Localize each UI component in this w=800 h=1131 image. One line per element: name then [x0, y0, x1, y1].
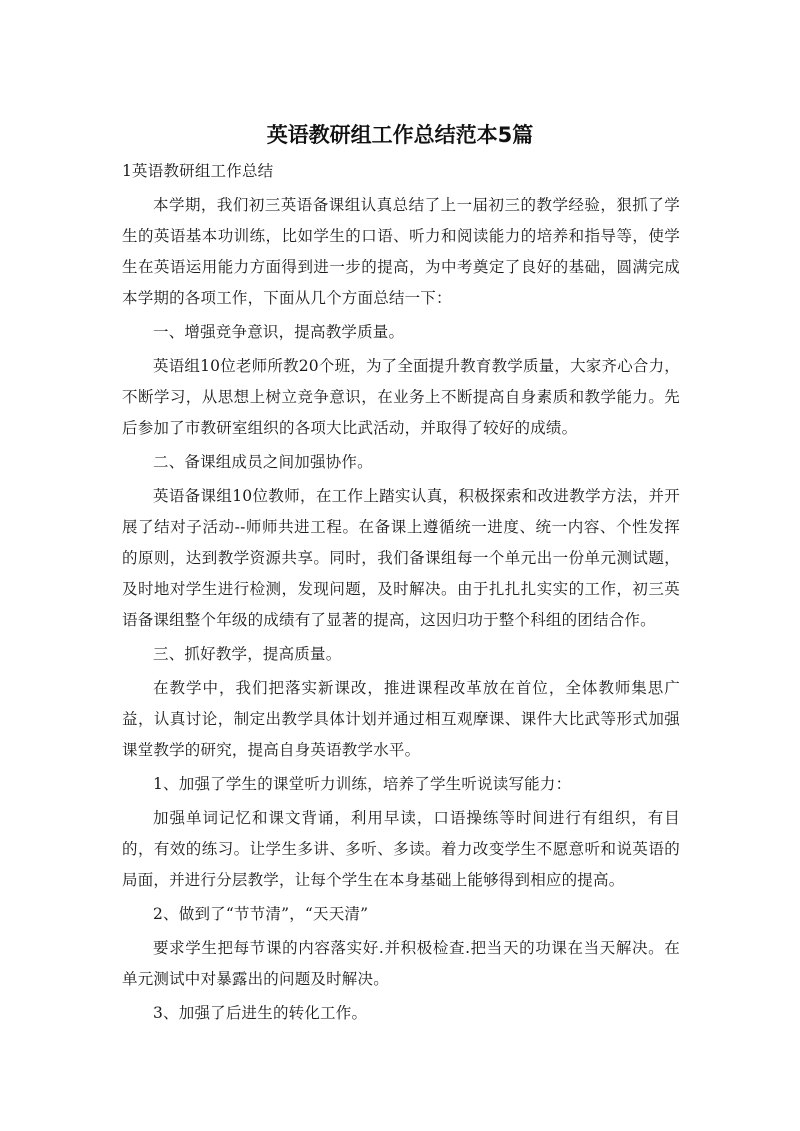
heading-teaching-quality: 三、抓好教学，提高质量。: [153, 645, 342, 663]
paragraph-daily-clear: 要求学生把每节课的内容落实好.并积极检查.把当天的功课在当天解决。在单元测试中对暴露出的问题及时解决。: [122, 939, 680, 988]
paragraph-teaching-quality: 在教学中，我们把落实新课改，推进课程改革放在首位，全体教师集思广益，认真讨论，制定出教学具体计划并通过相互观摩课、课件大比武等形式加强课堂教学的研究，提高自身英语教学水平。: [122, 679, 680, 759]
paragraph-listening-training: 加强单词记忆和课文背诵，利用早读，口语操练等时间进行有组织，有目的，有效的练习。让学生多讲、多听、多读。着力改变学生不愿意听和说英语的局面，并进行分层教学，让每个学生在本身基础上能够得到相应的提高。: [122, 809, 680, 889]
document-title: 英语教研组工作总结范本5篇: [266, 123, 534, 147]
heading-listening-training: 1、加强了学生的课堂听力训练，培养了学生听说读写能力：: [153, 775, 572, 793]
document-body: [122, 156, 680, 1029]
section-heading: 1英语教研组工作总结: [122, 162, 274, 180]
heading-collaboration: 二、备课组成员之间加强协作。: [153, 453, 373, 471]
paragraph-collaboration: 英语备课组10位教师，在工作上踏实认真，积极探索和改进教学方法，并开展了结对子活动--师师共进工程。在备课上遵循统一进度、统一内容、个性发挥的原则，达到教学资源共享。同时，我们备课组每一个单元出一份单元测试题，及时地对学生进行检测，发现问题，及时解决。由于扎扎扎实实的工作，初三英语备课组整个年级的成绩有了显著的提高，这因归功于整个科组的团结合作。: [122, 487, 680, 629]
heading-daily-clear: 2、做到了“节节清”，“天天清”: [153, 905, 369, 923]
paragraph-competition: 英语组10位老师所教20个班，为了全面提升教育教学质量，大家齐心合力，不断学习，从思想上树立竞争意识，在业务上不断提高自身素质和教学能力。先后参加了市教研室组织的各项大比武活动，并取得了较好的成绩。: [122, 357, 680, 437]
heading-competition: 一、增强竞争意识，提高教学质量。: [153, 323, 405, 341]
heading-struggling-students: 3、加强了后进生的转化工作。: [153, 1004, 368, 1022]
paragraph-intro: 本学期，我们初三英语备课组认真总结了上一届初三的教学经验，狠抓了学生的英语基本功训练，比如学生的口语、听力和阅读能力的培养和指导等，使学生在英语运用能力方面得到进一步的提高，为中考奠定了良好的基础，圆满完成本学期的各项工作，下面从几个方面总结一下：: [122, 196, 680, 307]
